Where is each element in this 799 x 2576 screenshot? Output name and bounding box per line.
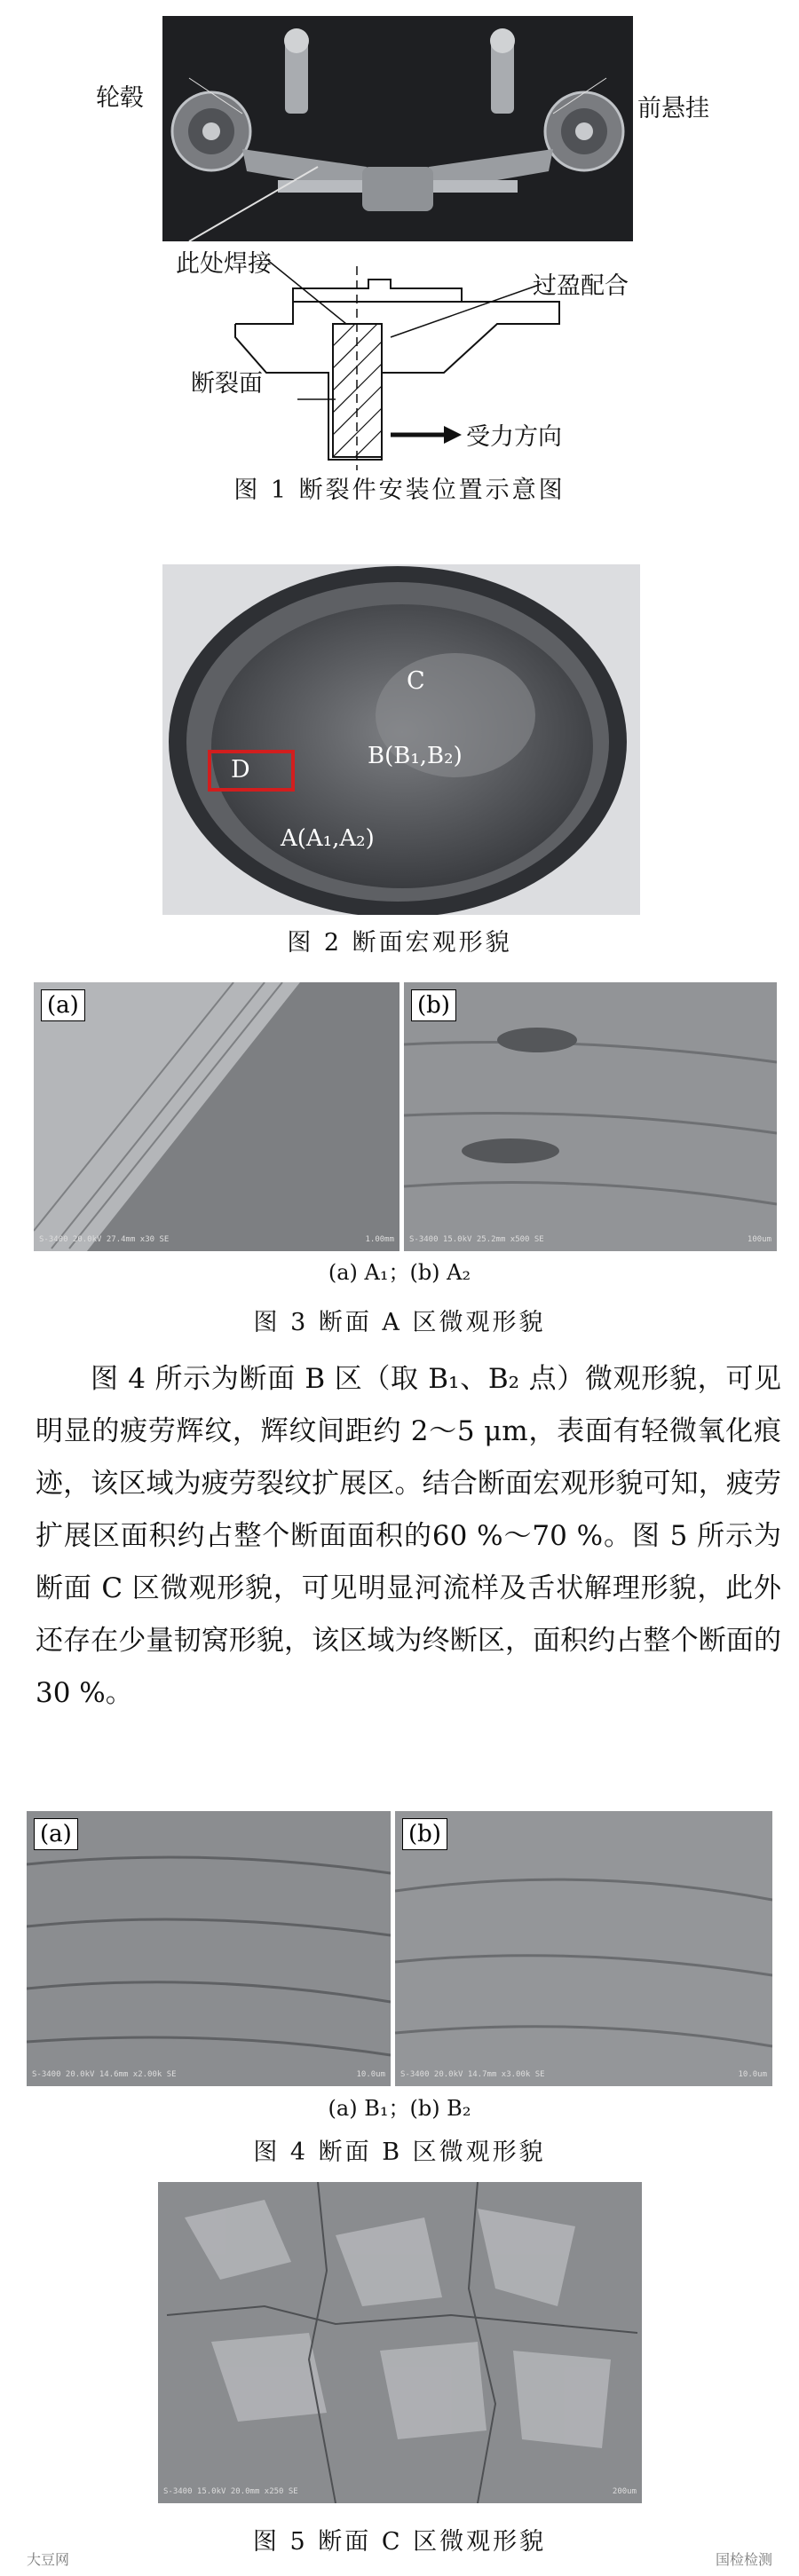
fig2-macro-fracture-photo (162, 564, 640, 915)
right-watermark: 国检检测 (715, 2551, 772, 2568)
fig1-suspension-photo (162, 16, 633, 241)
sem-texture-5 (158, 2182, 642, 2503)
fig3-subcaption: (a) A₁；(b) A₂ (328, 1260, 471, 1285)
fig3-panel-a-footer-right: 1.00mm (365, 1235, 394, 1244)
fig3-caption: 图 3 断面 A 区微观形貌 (253, 1309, 546, 1336)
sem-texture-b (404, 982, 777, 1251)
fig5-footer-left: S-3400 15.0kV 20.0mm x250 SE (163, 2487, 298, 2496)
fig3-panel-b-label: (b) (411, 989, 456, 1021)
fig1-label-interference-fit: 过盈配合 (533, 272, 629, 300)
fig3-panel-a-label: (a) (41, 989, 85, 1021)
fig1-caption: 图 1 断裂件安装位置示意图 (233, 477, 566, 504)
fracture-surface-drawing (162, 564, 640, 915)
fig2-label-b: B(B₁,B₂) (368, 743, 463, 769)
fig3-panel-b (404, 982, 777, 1251)
fig4-panel-b-footer-left: S-3400 20.0kV 14.7mm x3.00k SE (400, 2070, 545, 2079)
fig4-panel-a-label: (a) (34, 1818, 78, 1850)
fig3-panel-b-footer-left: S-3400 15.0kV 25.2mm x500 SE (409, 1235, 544, 1244)
body-text: 图 4 所示为断面 B 区（取 B₁、B₂ 点）微观形貌，可见明显的疲劳辉纹，辉纹间距约 2～5 μm，表面有轻微氧化痕迹，该区域为疲劳裂纹扩展区。结合断面宏观形貌可知，疲劳扩展区面积约占整个断面面积的60 %～70 %。图 5 所示为断面 C 区微观形貌，可见明显河流样及舌状解理形貌，此外还存在少量韧窝形貌，该区域为终断区，面积约占整个断面的30 %。 (36, 1363, 781, 1709)
sem-texture-4a (27, 1811, 391, 2086)
fig1-label-force-direction: 受力方向 (466, 423, 562, 451)
fig5-footer-right: 200um (612, 2487, 637, 2496)
left-watermark: 大豆网 (27, 2551, 70, 2568)
fig4-panel-a-footer-left: S-3400 20.0kV 14.6mm x2.00k SE (32, 2070, 177, 2079)
fig1-label-fracture-surface: 断裂面 (191, 370, 263, 398)
fig4-panel-a-footer-right: 10.0um (356, 2070, 385, 2079)
fig1-cross-section-diagram (0, 240, 799, 479)
fig2-label-a: A(A₁,A₂) (281, 825, 375, 852)
fig1-label-weld: 此处焊接 (176, 250, 272, 278)
fig4-caption: 图 4 断面 B 区微观形貌 (253, 2139, 546, 2166)
fig5-panel (158, 2182, 642, 2503)
fig4-subcaption: (a) B₁；(b) B₂ (328, 2096, 471, 2121)
fig3-panel-a (34, 982, 400, 1251)
fig5-caption: 图 5 断面 C 区微观形貌 (252, 2528, 547, 2556)
fig4-panel-b (395, 1811, 772, 2086)
fig2-caption: 图 2 断面宏观形貌 (287, 929, 512, 957)
fig4-panel-b-footer-right: 10.0um (738, 2070, 767, 2079)
fig4-panel-b-label: (b) (402, 1818, 447, 1850)
fig3-panel-b-footer-right: 100um (747, 1235, 771, 1244)
fig1-label-front-suspension: 前悬挂 (637, 95, 709, 122)
sem-texture-a (34, 982, 400, 1251)
body-paragraph (36, 1353, 781, 1720)
fig3-panel-a-footer-left: S-3400 20.0kV 27.4mm x30 SE (39, 1235, 170, 1244)
fig1-label-hub: 轮毂 (96, 84, 144, 112)
suspension-drawing (162, 16, 633, 241)
fig2-label-d: D (231, 756, 250, 784)
sem-texture-4b (395, 1811, 772, 2086)
fig2-label-c: C (407, 667, 425, 695)
fig4-panel-a (27, 1811, 391, 2086)
